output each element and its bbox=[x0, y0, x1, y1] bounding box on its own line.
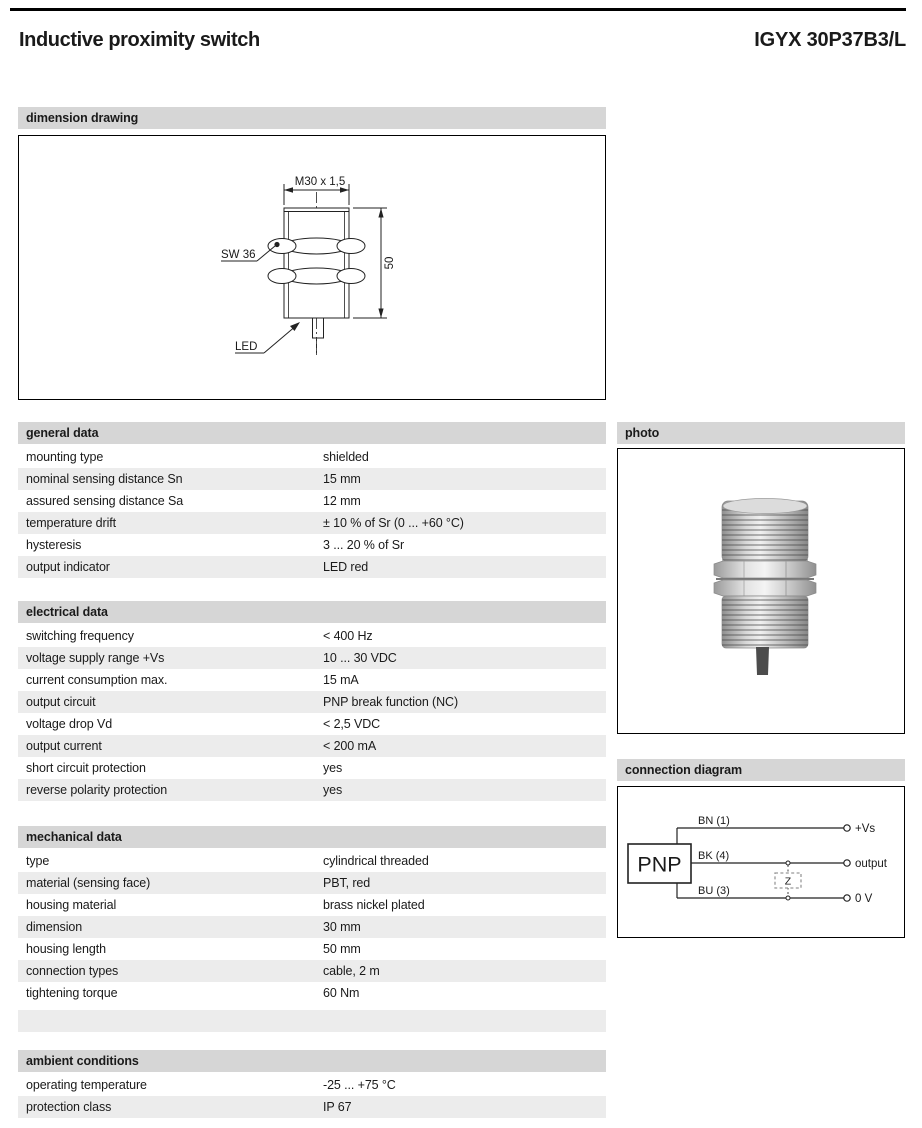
table-row bbox=[18, 625, 606, 647]
row-label: short circuit protection bbox=[26, 761, 146, 775]
row-value: 15 mm bbox=[323, 472, 361, 486]
row-label: switching frequency bbox=[26, 629, 134, 643]
row-label: temperature drift bbox=[26, 516, 117, 530]
row-value: brass nickel plated bbox=[323, 898, 425, 912]
row-value: yes bbox=[323, 761, 343, 775]
table-row bbox=[18, 779, 606, 801]
table-row bbox=[18, 757, 606, 779]
row-value: LED red bbox=[323, 560, 369, 574]
electrical-data-table bbox=[18, 625, 606, 801]
right-column bbox=[617, 422, 905, 938]
row-label: current consumption max. bbox=[26, 673, 168, 687]
table-row bbox=[18, 1074, 606, 1096]
row-label: operating temperature bbox=[26, 1078, 147, 1092]
row-label: tightening torque bbox=[26, 986, 118, 1000]
dimension-drawing bbox=[19, 136, 605, 399]
row-label: housing length bbox=[26, 942, 106, 956]
thread-dimension-label: M30 x 1,5 bbox=[294, 176, 346, 188]
row-label: nominal sensing distance Sn bbox=[26, 472, 183, 486]
section-header-electrical-data: electrical data bbox=[18, 601, 606, 623]
top-rule bbox=[10, 8, 906, 11]
photo-frame bbox=[617, 448, 905, 734]
table-row bbox=[18, 713, 606, 735]
row-label: voltage drop Vd bbox=[26, 717, 113, 731]
page-title: Inductive proximity switch bbox=[19, 29, 260, 51]
row-value: IP 67 bbox=[323, 1100, 352, 1114]
table-row bbox=[18, 446, 606, 468]
row-value: < 2,5 VDC bbox=[323, 717, 381, 731]
left-column bbox=[18, 107, 606, 1118]
row-label: output current bbox=[26, 739, 102, 753]
empty-table-row bbox=[18, 1010, 606, 1032]
table-row bbox=[18, 872, 606, 894]
row-label: output circuit bbox=[26, 695, 96, 709]
section-header-connection-diagram: connection diagram bbox=[617, 759, 905, 781]
row-label: hysteresis bbox=[26, 538, 82, 552]
row-value: < 200 mA bbox=[323, 739, 377, 753]
row-label: material (sensing face) bbox=[26, 876, 151, 890]
mechanical-data-table bbox=[18, 850, 606, 1004]
row-label: type bbox=[26, 854, 50, 868]
row-value: PBT, red bbox=[323, 876, 371, 890]
row-label: connection types bbox=[26, 964, 119, 978]
table-row bbox=[18, 916, 606, 938]
ambient-conditions-table bbox=[18, 1074, 606, 1118]
table-row bbox=[18, 556, 606, 578]
table-row bbox=[18, 982, 606, 1004]
dimension-drawing-frame bbox=[18, 135, 606, 400]
row-label: voltage supply range +Vs bbox=[26, 651, 165, 665]
row-value: 60 Nm bbox=[323, 986, 360, 1000]
row-value: yes bbox=[323, 783, 343, 797]
row-label: mounting type bbox=[26, 450, 104, 464]
row-label: housing material bbox=[26, 898, 117, 912]
row-value: < 400 Hz bbox=[323, 629, 373, 643]
section-header-mechanical-data: mechanical data bbox=[18, 826, 606, 848]
device-label: PNP bbox=[637, 852, 682, 877]
row-value: shielded bbox=[323, 450, 369, 464]
table-row bbox=[18, 938, 606, 960]
section-header-dimension-drawing: dimension drawing bbox=[18, 107, 606, 129]
terminal-label-vs: +Vs bbox=[855, 823, 876, 835]
general-data-table bbox=[18, 446, 606, 578]
table-row bbox=[18, 960, 606, 982]
row-value: 50 mm bbox=[323, 942, 361, 956]
row-label: reverse polarity protection bbox=[26, 783, 168, 797]
table-row bbox=[18, 512, 606, 534]
connection-diagram bbox=[618, 787, 902, 937]
row-value: cylindrical threaded bbox=[323, 854, 429, 868]
section-header-general-data: general data bbox=[18, 422, 606, 444]
row-label: output indicator bbox=[26, 560, 110, 574]
product-photo bbox=[618, 449, 902, 733]
table-row bbox=[18, 735, 606, 757]
row-value: 15 mA bbox=[323, 673, 359, 687]
table-row bbox=[18, 534, 606, 556]
row-label: assured sensing distance Sa bbox=[26, 494, 184, 508]
terminal-label-output: output bbox=[855, 858, 887, 870]
length-dimension-label: 50 bbox=[384, 256, 396, 270]
row-value: 30 mm bbox=[323, 920, 361, 934]
section-header-photo: photo bbox=[617, 422, 905, 444]
model-number: IGYX 30P37B3/L bbox=[754, 29, 906, 51]
row-value: 10 ... 30 VDC bbox=[323, 651, 397, 665]
table-row bbox=[18, 647, 606, 669]
connection-diagram-frame bbox=[617, 786, 905, 938]
wire-label-bu: BU (3) bbox=[698, 885, 730, 897]
table-row bbox=[18, 691, 606, 713]
led-label: LED bbox=[235, 341, 258, 353]
load-label: Z bbox=[784, 875, 792, 888]
table-row bbox=[18, 894, 606, 916]
table-row bbox=[18, 468, 606, 490]
table-row bbox=[18, 850, 606, 872]
table-row bbox=[18, 669, 606, 691]
row-label: dimension bbox=[26, 920, 83, 934]
wrench-size-label: SW 36 bbox=[221, 249, 256, 261]
wire-label-bn: BN (1) bbox=[698, 815, 730, 827]
row-value: -25 ... +75 °C bbox=[323, 1078, 396, 1092]
table-row bbox=[18, 490, 606, 512]
row-value: ± 10 % of Sr (0 ... +60 °C) bbox=[323, 516, 464, 530]
row-value: 3 ... 20 % of Sr bbox=[323, 538, 405, 552]
row-value: cable, 2 m bbox=[323, 964, 380, 978]
section-header-ambient-conditions: ambient conditions bbox=[18, 1050, 606, 1072]
wire-label-bk: BK (4) bbox=[698, 850, 730, 862]
row-label: protection class bbox=[26, 1100, 112, 1114]
terminal-label-0v: 0 V bbox=[855, 893, 873, 905]
table-row bbox=[18, 1096, 606, 1118]
row-value: PNP break function (NC) bbox=[323, 695, 459, 709]
row-value: 12 mm bbox=[323, 494, 361, 508]
